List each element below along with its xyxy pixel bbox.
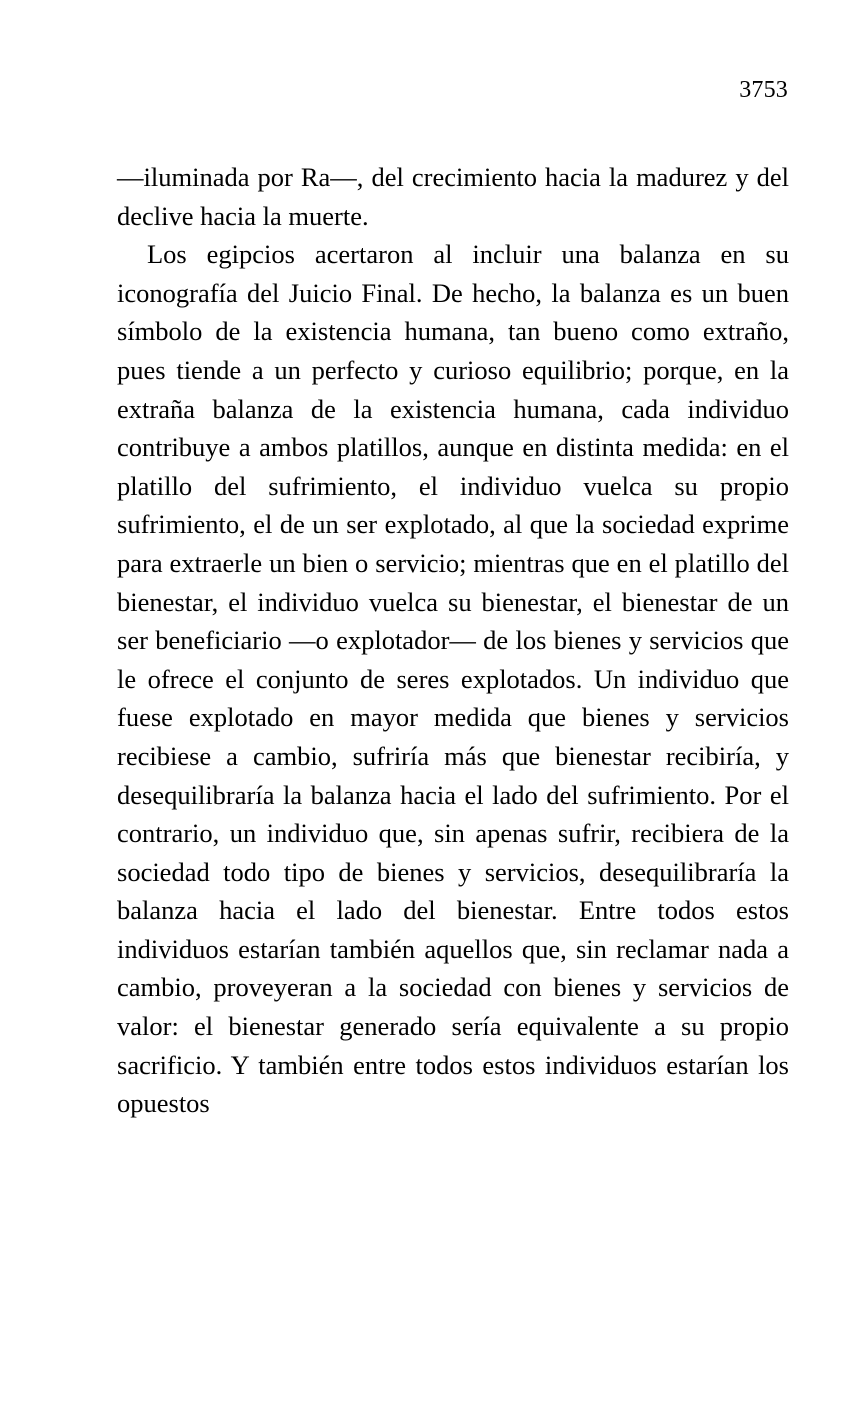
paragraph-main: Los egipcios acertaron al incluir una balanza en su iconografía del Juicio Final. De hecho, la balanza es un buen símbolo de la existencia humana, tan bueno como extraño, pues tiende a un perfecto y curioso equilibrio; porque, en la extraña balanza de la existencia humana, cada individuo contribuye a ambos platillos, aunque en distinta medida: en el platillo del sufrimiento, el individuo vuelca su propio sufrimiento, el de un ser explotado, al que la sociedad exprime para extraerle un bien o servicio; mientras que en el platillo del bienestar, el individuo vuelca su bienestar, el bienestar de un ser beneficiario —o explotador— de los bienes y servicios que le ofrece el conjunto de seres explotados. Un individuo que fuese explotado en mayor medida que bienes y servicios recibiese a cambio, sufriría más que bienestar recibiría, y desequilibraría la balanza hacia el lado del sufrimiento. Por el contrario, un individuo que, sin apenas sufrir, recibiera de la sociedad todo tipo de bienes y servicios, desequilibraría la balanza hacia el lado del bienestar. Entre todos estos individuos estarían también aquellos que, sin reclamar nada a cambio, proveyeran a la sociedad con bienes y servicios de valor: el bienestar generado sería equivalente a su propio sacrificio. Y también entre todos estos individuos estarían los opuestos <box>117 239 789 1119</box>
paragraph-continuation: —iluminada por Ra—, del crecimiento hacia la madurez y del declive hacia la muerte. <box>117 162 789 231</box>
body-text <box>117 158 789 1123</box>
page-number: 3753 <box>739 77 788 103</box>
